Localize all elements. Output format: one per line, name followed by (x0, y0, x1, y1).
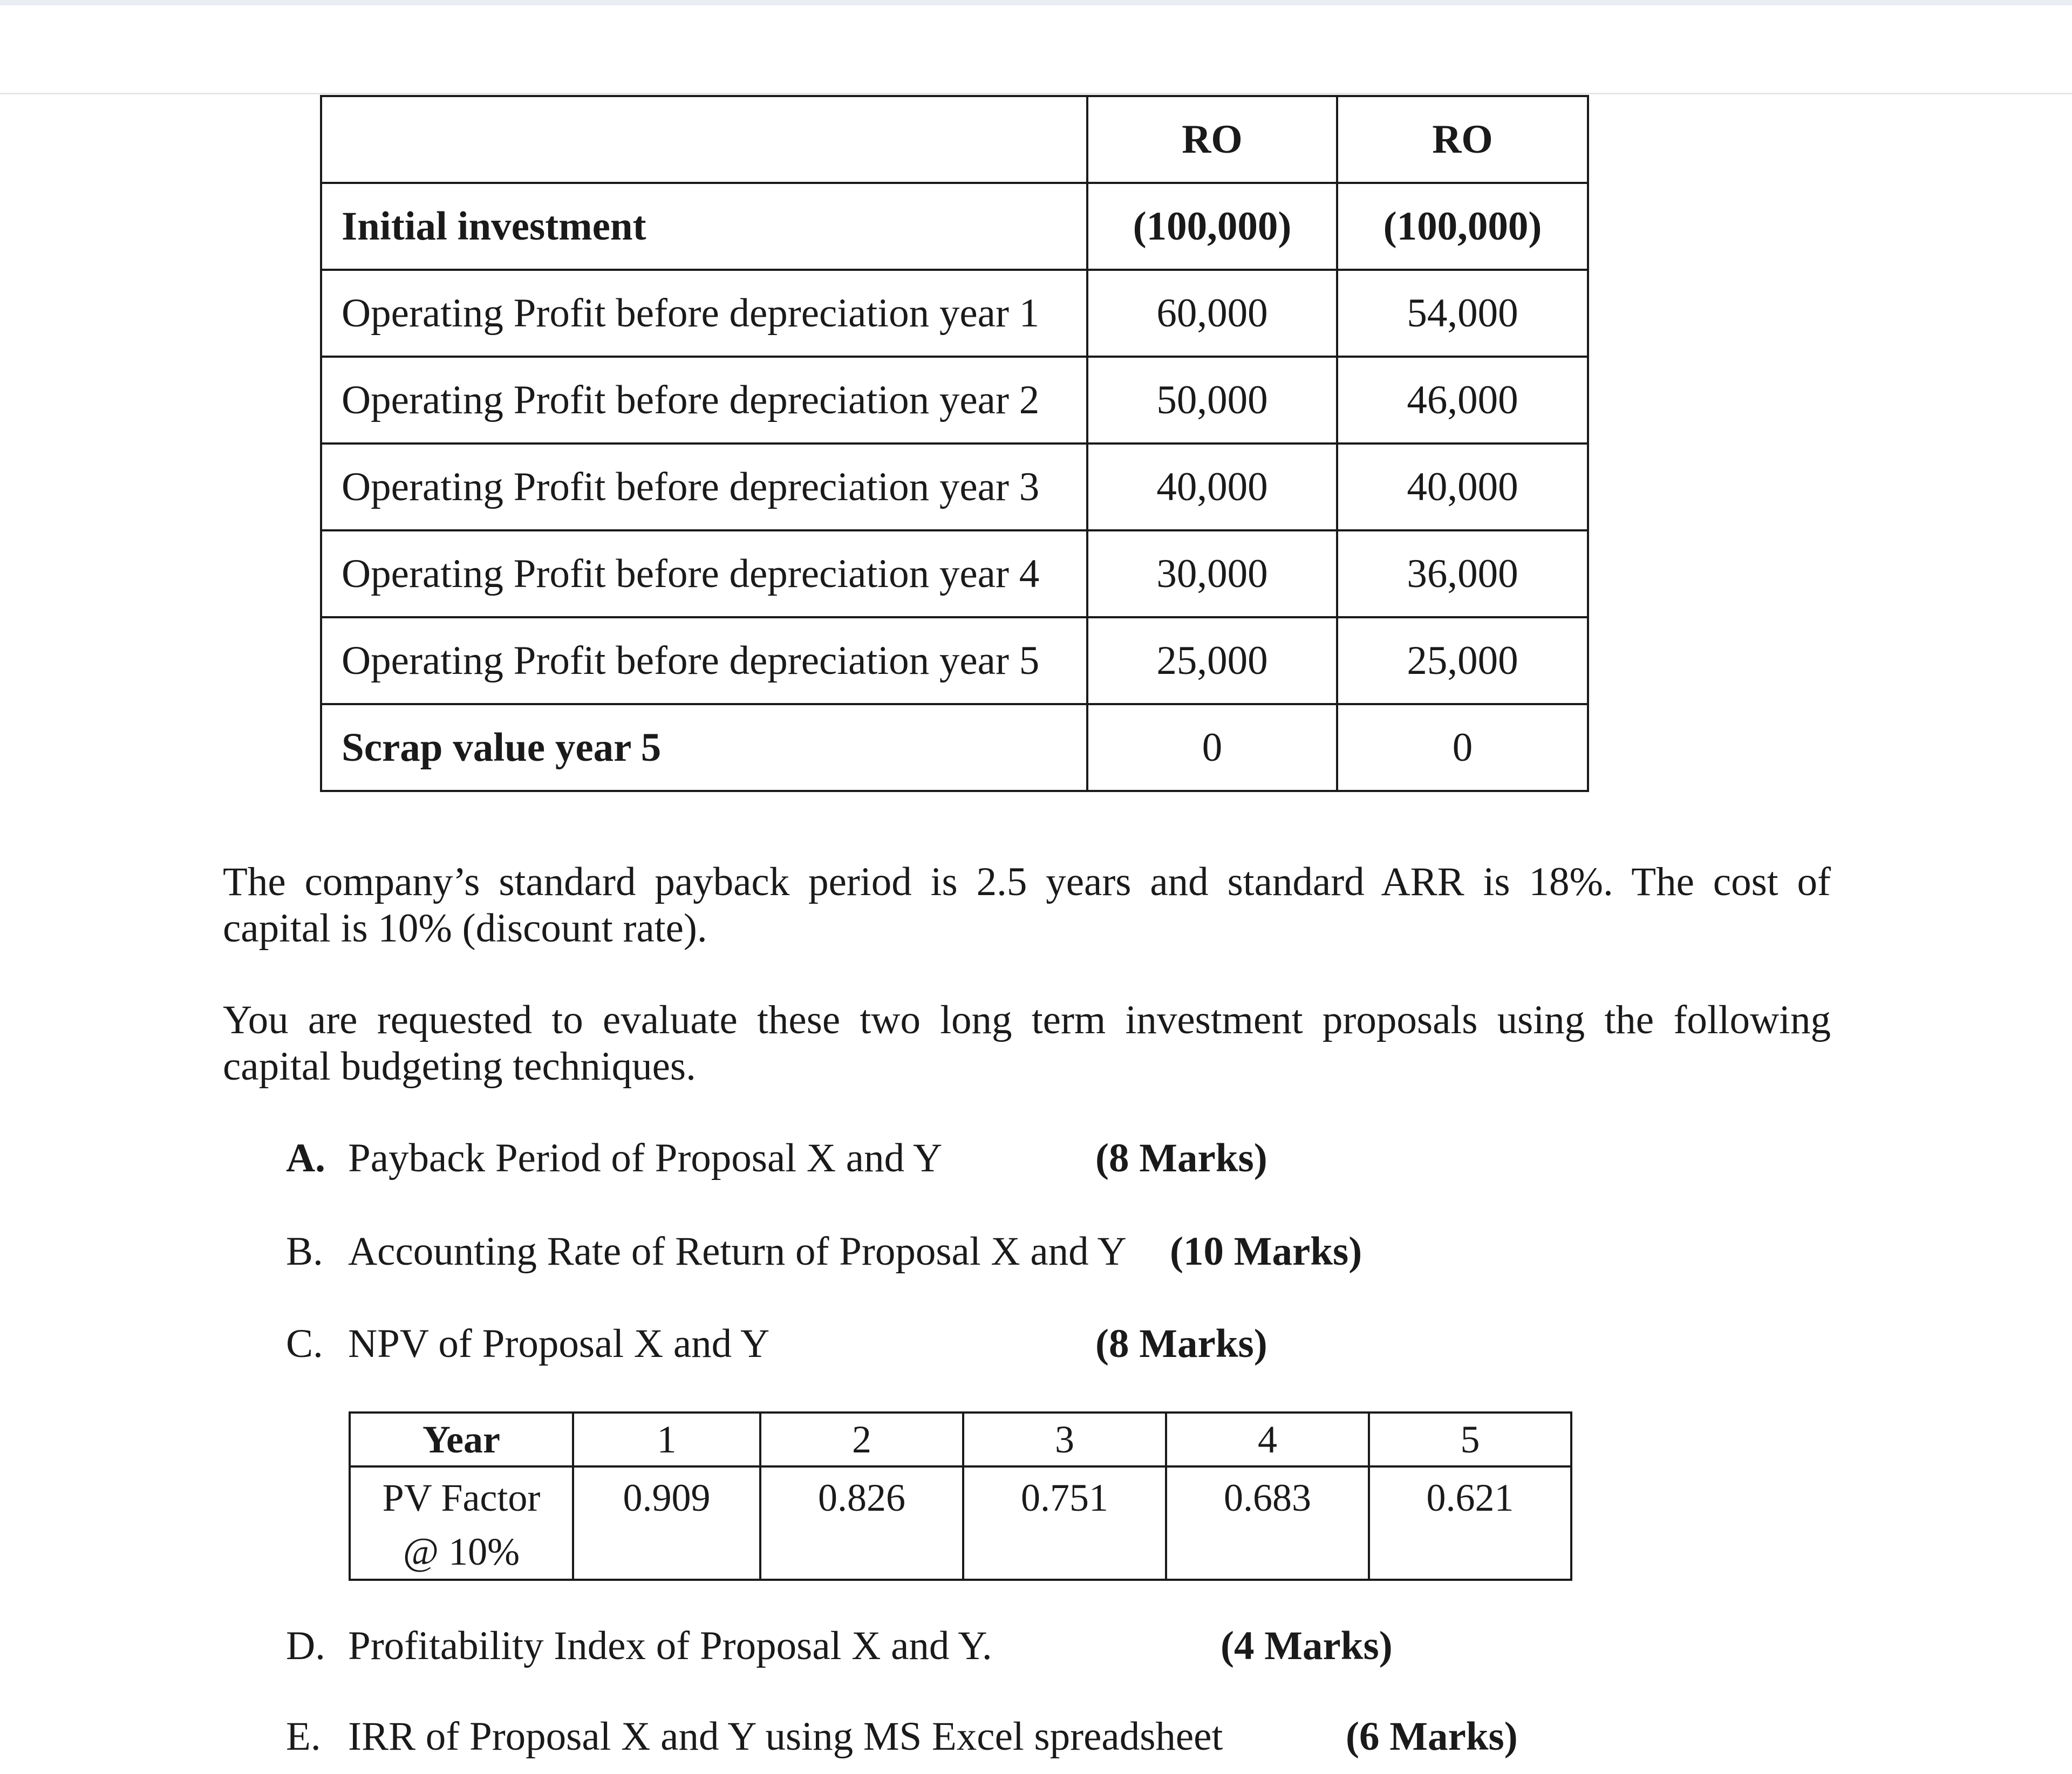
paragraph-standards (223, 859, 1831, 952)
row-value-y: 25,000 (1337, 617, 1588, 704)
pv-factor-table (349, 1411, 1572, 1581)
row-value-x: (100,000) (1087, 183, 1337, 270)
table-row (321, 704, 1588, 791)
row-value-y: 46,000 (1337, 357, 1588, 444)
question-d (286, 1622, 1095, 1670)
table-row (321, 444, 1588, 530)
question-text: Profitability Index of Proposal X and Y. (348, 1623, 992, 1668)
question-a (286, 1134, 1041, 1183)
question-b-marks: (10 Marks) (1170, 1229, 1362, 1274)
header-label-cell (321, 96, 1087, 183)
table-row (321, 617, 1588, 704)
pv-factor-cell: 0.751 (963, 1466, 1166, 1580)
pv-factor-row (350, 1466, 1571, 1580)
row-value-x: 60,000 (1087, 270, 1337, 357)
pv-year-cell: 1 (573, 1413, 760, 1466)
pv-year-cell: 5 (1369, 1413, 1571, 1466)
row-label: Initial investment (321, 183, 1087, 270)
pv-year-label: Year (350, 1413, 573, 1466)
row-value-x: 0 (1087, 704, 1337, 791)
row-label: Operating Profit before depreciation year 4 (321, 530, 1087, 617)
question-text: Accounting Rate of Return of Proposal X and Y (348, 1229, 1127, 1274)
question-letter: A. (286, 1136, 325, 1181)
row-value-x: 40,000 (1087, 444, 1337, 530)
row-label: Operating Profit before depreciation year 2 (321, 357, 1087, 444)
row-value-y: 54,000 (1337, 270, 1588, 357)
paragraph-line: You are requested to evaluate these two long term investment proposals using the following (223, 998, 1831, 1042)
pv-factor-cell: 0.683 (1166, 1466, 1369, 1580)
row-value-y: 0 (1337, 704, 1588, 791)
paragraph-line: capital budgeting techniques. (223, 1044, 696, 1089)
question-c (286, 1320, 1041, 1368)
header-currency-x: RO (1087, 96, 1337, 183)
top-divider (0, 93, 2072, 94)
question-text: IRR of Proposal X and Y using MS Excel spreadsheet (348, 1714, 1223, 1759)
pv-factor-label (350, 1466, 573, 1580)
row-value-x: 30,000 (1087, 530, 1337, 617)
question-d-marks: (4 Marks) (1221, 1623, 1393, 1668)
question-e (286, 1712, 1311, 1761)
pv-factor-cell: 0.909 (573, 1466, 760, 1580)
pv-factor-cell: 0.621 (1369, 1466, 1571, 1580)
question-e-marks: (6 Marks) (1346, 1714, 1518, 1759)
row-value-x: 50,000 (1087, 357, 1337, 444)
pv-year-cell: 4 (1166, 1413, 1369, 1466)
row-label: Scrap value year 5 (321, 704, 1087, 791)
pv-year-cell: 2 (760, 1413, 963, 1466)
table-row (321, 530, 1588, 617)
question-letter: E. (286, 1714, 321, 1759)
pv-year-cell: 3 (963, 1413, 1166, 1466)
investment-table (320, 95, 1589, 792)
paragraph-line: The company’s standard payback period is 2.5 years and standard ARR is 18%. The cost of (223, 859, 1831, 904)
paragraph-line: capital is 10% (discount rate). (223, 906, 707, 951)
table-row (321, 183, 1588, 270)
table-row (321, 270, 1588, 357)
question-letter: C. (286, 1321, 323, 1366)
row-value-x: 25,000 (1087, 617, 1337, 704)
row-value-y: 36,000 (1337, 530, 1588, 617)
question-letter: B. (286, 1229, 323, 1274)
paragraph-instructions (223, 997, 1831, 1090)
pv-factor-label-line2: @ 10% (403, 1530, 520, 1573)
row-value-y: 40,000 (1337, 444, 1588, 530)
table-row (321, 357, 1588, 444)
question-b (286, 1227, 1149, 1276)
question-c-marks: (8 Marks) (1095, 1321, 1267, 1366)
row-value-y: (100,000) (1337, 183, 1588, 270)
row-label: Operating Profit before depreciation year 5 (321, 617, 1087, 704)
top-strip (0, 0, 2072, 5)
row-label: Operating Profit before depreciation year 1 (321, 270, 1087, 357)
table-header-row (321, 96, 1588, 183)
question-text: NPV of Proposal X and Y (348, 1321, 770, 1366)
question-letter: D. (286, 1623, 325, 1668)
header-currency-y: RO (1337, 96, 1588, 183)
pv-factor-cell: 0.826 (760, 1466, 963, 1580)
question-a-marks: (8 Marks) (1095, 1136, 1267, 1181)
pv-year-row (350, 1413, 1571, 1466)
question-text: Payback Period of Proposal X and Y (348, 1136, 943, 1181)
pv-factor-label-line1: PV Factor (382, 1476, 541, 1519)
row-label: Operating Profit before depreciation year 3 (321, 444, 1087, 530)
